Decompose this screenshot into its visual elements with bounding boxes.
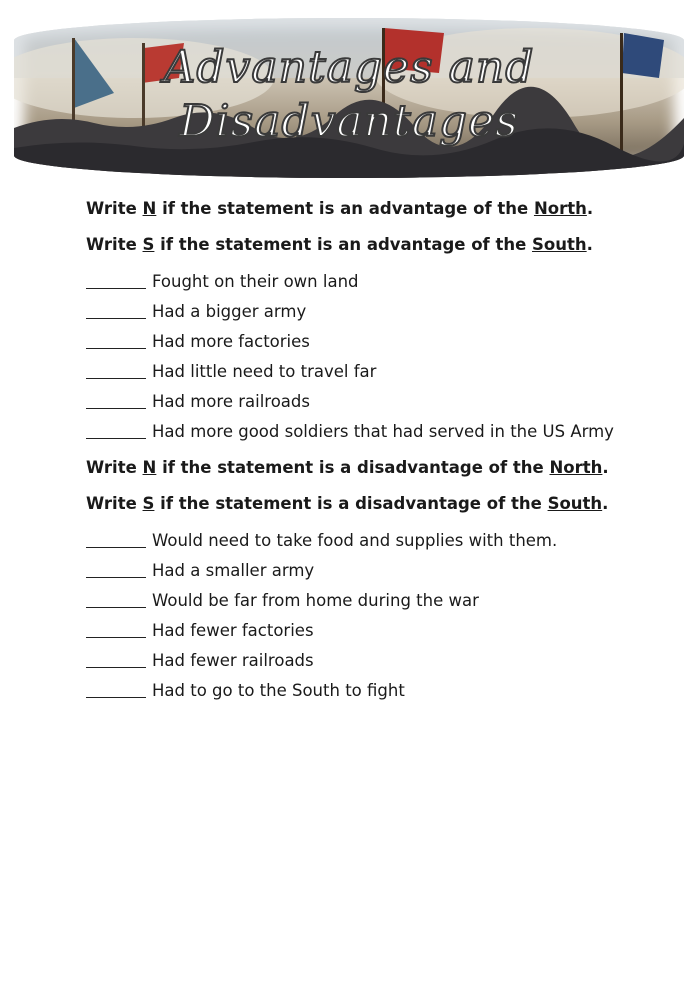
list-item: Would be far from home during the war (86, 590, 646, 612)
answer-blank[interactable] (86, 590, 146, 608)
list-item: Had fewer railroads (86, 650, 646, 672)
instruction-disadvantage-north: Write N if the statement is a disadvantage of the North. (86, 458, 609, 477)
list-item: Had more factories (86, 331, 646, 353)
answer-blank[interactable] (86, 421, 146, 439)
list-item: Had to go to the South to fight (86, 680, 646, 702)
list-item: Had more railroads (86, 391, 646, 413)
answer-blank[interactable] (86, 560, 146, 578)
header-banner (14, 18, 684, 178)
answer-blank[interactable] (86, 650, 146, 668)
list-item: Had fewer factories (86, 620, 646, 642)
list-item: Fought on their own land (86, 271, 646, 293)
answer-blank[interactable] (86, 331, 146, 349)
answer-blank[interactable] (86, 620, 146, 638)
list-item: Had more good soldiers that had served in the US Army (86, 421, 646, 443)
list-item: Had a smaller army (86, 560, 646, 582)
answer-blank[interactable] (86, 530, 146, 548)
answer-blank[interactable] (86, 680, 146, 698)
banner-title-line2: Disadvantages (179, 96, 519, 147)
answer-blank[interactable] (86, 391, 146, 409)
banner-title-line1: Advantages and (163, 42, 535, 93)
list-item: Would need to take food and supplies with them. (86, 530, 646, 552)
worksheet-content (86, 192, 646, 710)
instruction-disadvantage-south: Write S if the statement is a disadvantage of the South. (86, 494, 609, 513)
instruction-advantage-south: Write S if the statement is an advantage of the South. (86, 235, 593, 254)
answer-blank[interactable] (86, 361, 146, 379)
list-item: Had little need to travel far (86, 361, 646, 383)
answer-blank[interactable] (86, 301, 146, 319)
answer-blank[interactable] (86, 271, 146, 289)
instruction-advantage-north: Write N if the statement is an advantage of the North. (86, 199, 594, 218)
list-item: Had a bigger army (86, 301, 646, 323)
